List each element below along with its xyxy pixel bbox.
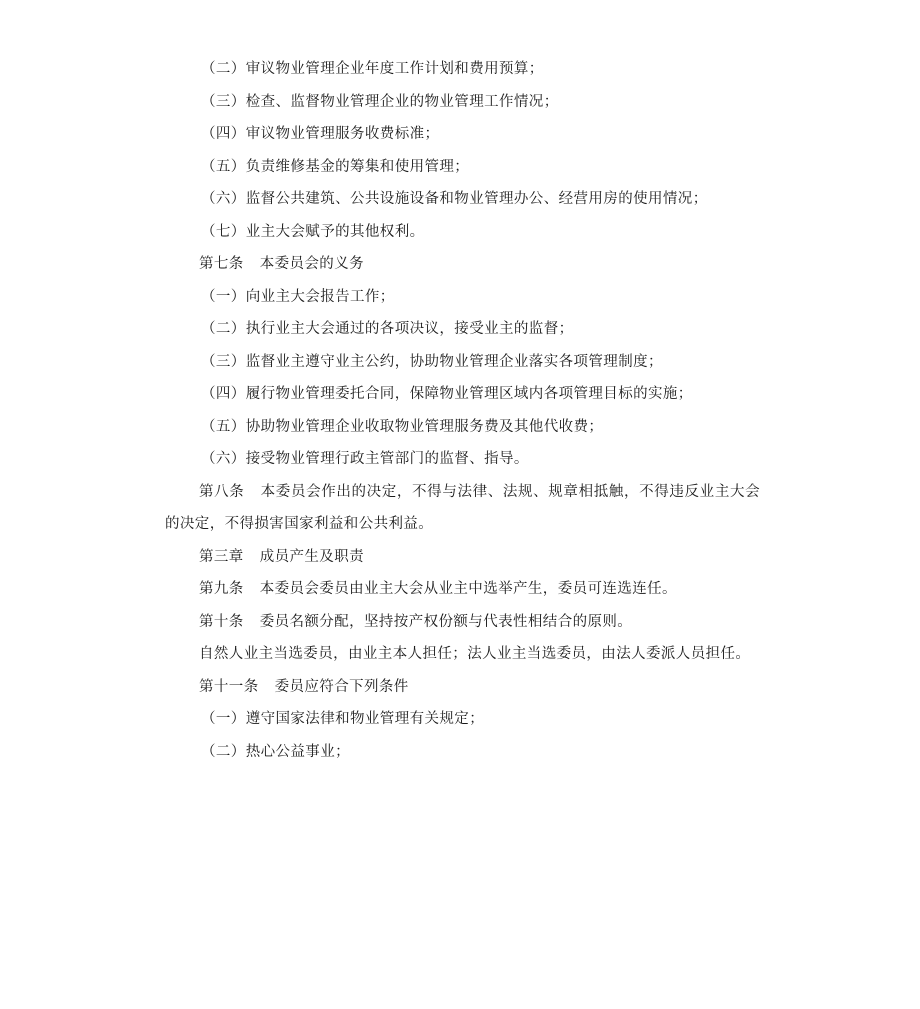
article-number: 第七条 — [199, 256, 244, 272]
article-text: 委员名额分配，坚持按产权份额与代表性相结合的原则。 — [259, 613, 633, 630]
article-11-heading — [165, 671, 760, 704]
list-item: （一）遵守国家法律和物业管理有关规定； — [201, 711, 485, 727]
list-item: （二）执行业主大会通过的各项决议，接受业主的监督； — [201, 321, 574, 337]
document-body — [165, 53, 760, 768]
article-9-paragraph — [165, 573, 760, 606]
article-number: 第十条 — [199, 613, 244, 630]
chapter-title: 成员产生及职责 — [259, 548, 365, 565]
article-number: 第八条 — [199, 483, 245, 500]
article-title: 委员应符合下列条件 — [274, 678, 409, 695]
list-item: （三）检查、监督物业管理企业的物业管理工作情况； — [201, 93, 559, 110]
list-item: （五）协助物业管理企业收取物业管理服务费及其他代收费； — [201, 418, 604, 435]
article-7-heading — [165, 248, 760, 281]
article-text: 本委员会委员由业主大会从业主中选举产生，委员可连选连任。 — [259, 581, 677, 597]
list-item: （七）业主大会赋予的其他权利。 — [201, 223, 425, 240]
list-item: （六）接受物业管理行政主管部门的监督、指导。 — [201, 451, 529, 467]
list-item: （二）审议物业管理企业年度工作计划和费用预算； — [201, 61, 544, 77]
article-10-continuation: 自然人业主当选委员，由业主本人担任；法人业主当选委员，由法人委派人员担任。 — [199, 646, 751, 662]
article-title: 本委员会的义务 — [259, 256, 365, 272]
list-item: （四）审议物业管理服务收费标准； — [201, 126, 440, 142]
list-item: （六）监督公共建筑、公共设施设备和物业管理办公、经营用房的使用情况； — [201, 191, 708, 207]
list-item: （三）监督业主遵守业主公约，协助物业管理企业落实各项管理制度； — [201, 353, 663, 370]
list-item: （五）负责维修基金的筹集和使用管理； — [201, 158, 470, 175]
list-item: （一）向业主大会报告工作； — [201, 288, 395, 305]
article-8-paragraph — [165, 476, 760, 541]
chapter-3-heading — [165, 541, 760, 574]
article-text: 本委员会作出的决定，不得与法律、法规、规章相抵触，不得违反业主大会的决定，不得损害国家利益和公共利益。 — [165, 483, 760, 532]
list-item: （二）热心公益事业； — [201, 743, 350, 760]
article-number: 第十一条 — [199, 678, 259, 695]
list-item: （四）履行物业管理委托合同，保障物业管理区域内各项管理目标的实施； — [201, 386, 693, 402]
article-number: 第九条 — [199, 581, 244, 597]
chapter-number: 第三章 — [199, 548, 244, 565]
article-10-paragraph — [165, 606, 760, 639]
